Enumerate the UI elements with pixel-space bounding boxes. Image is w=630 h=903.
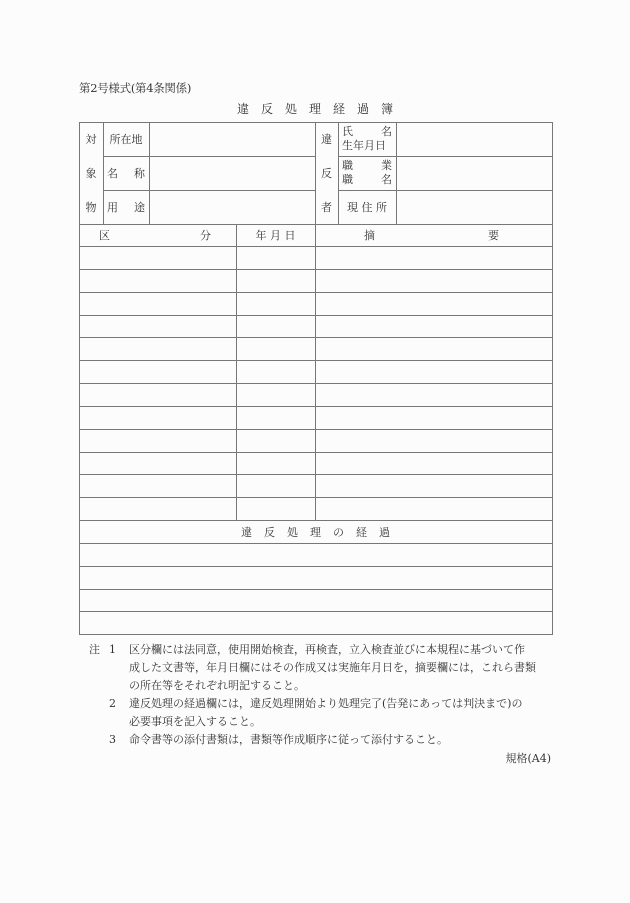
note-line xyxy=(89,659,554,677)
current-address-label: 現 住 所 xyxy=(347,201,387,214)
note-text: 命令書等の添付書類は，書類等作成順序に従って添付すること。 xyxy=(129,733,448,746)
title-char: 過 xyxy=(357,102,370,116)
document-title xyxy=(0,100,630,117)
log-row-summary-cell[interactable] xyxy=(316,316,552,338)
log-row-category-cell[interactable] xyxy=(80,270,236,292)
violation-record-form xyxy=(79,122,552,634)
table-border-bottom xyxy=(79,634,553,635)
usage-field[interactable] xyxy=(150,190,315,224)
note-line xyxy=(89,641,554,659)
log-row-date-cell[interactable] xyxy=(237,498,315,520)
note-number: 1 xyxy=(109,643,116,656)
log-row-category-cell[interactable] xyxy=(80,338,236,360)
log-row-category-cell[interactable] xyxy=(80,293,236,315)
log-row-category-cell[interactable] xyxy=(80,430,236,452)
form-number-label: 第2号様式(第4条関係) xyxy=(79,81,192,95)
log-row-summary-cell[interactable] xyxy=(316,361,552,383)
violator-group-label-char: 反 xyxy=(321,167,332,180)
log-row-category-cell[interactable] xyxy=(80,316,236,338)
log-row-summary-cell[interactable] xyxy=(316,247,552,269)
log-row-date-cell[interactable] xyxy=(237,384,315,406)
log-row-category-cell[interactable] xyxy=(80,384,236,406)
violator-group-label-char: 違 xyxy=(321,133,332,146)
address-field[interactable] xyxy=(397,190,552,224)
usage-label: 用 途 xyxy=(107,201,145,214)
note-number: 3 xyxy=(109,733,116,746)
log-row-summary-cell[interactable] xyxy=(316,453,552,475)
note-prefix xyxy=(89,695,109,713)
paper-size-label: 規格(A4) xyxy=(505,752,551,765)
log-row-summary-cell[interactable] xyxy=(316,475,552,497)
log-row-summary-cell[interactable] xyxy=(316,270,552,292)
note-text: 違反処理の経過欄には，違反処理開始より処理完了(告発にあっては判決まで)の xyxy=(129,697,523,710)
summary-header: 摘 要 xyxy=(364,229,499,242)
notes-section xyxy=(89,641,554,749)
category-header: 区 分 xyxy=(99,229,211,242)
log-row-date-cell[interactable] xyxy=(237,361,315,383)
log-row-date-cell[interactable] xyxy=(237,293,315,315)
log-row-date-cell[interactable] xyxy=(237,270,315,292)
log-row-category-cell[interactable] xyxy=(80,453,236,475)
log-row-category-cell[interactable] xyxy=(80,361,236,383)
name-birthdate-label: 氏 名 生年月日 xyxy=(342,125,392,152)
log-row-summary-cell[interactable] xyxy=(316,338,552,360)
title-char: 反 xyxy=(260,102,273,116)
title-char: 理 xyxy=(308,102,321,116)
log-row-date-cell[interactable] xyxy=(237,475,315,497)
progress-row-field[interactable] xyxy=(80,612,552,634)
occupation-title-label: 職 業 職 名 xyxy=(342,159,392,186)
log-row-summary-cell[interactable] xyxy=(316,384,552,406)
progress-row-field[interactable] xyxy=(80,567,552,589)
note-line xyxy=(89,677,554,695)
date-header: 年 月 日 xyxy=(255,229,296,242)
subject-group-label-char: 対 xyxy=(85,133,97,146)
note-line xyxy=(89,731,554,749)
title-char: 処 xyxy=(284,102,297,116)
name-label: 名 称 xyxy=(107,167,145,180)
log-row-summary-cell[interactable] xyxy=(316,430,552,452)
note-number: 2 xyxy=(109,697,116,710)
note-text: 成した文書等，年月日欄にはその作成又は実施年月日を，摘要欄には，これら書類 xyxy=(129,661,536,674)
note-text: の所在等をそれぞれ明記すること。 xyxy=(129,679,305,692)
note-text: 必要事項を記入すること。 xyxy=(129,715,261,728)
log-row-category-cell[interactable] xyxy=(80,498,236,520)
log-row-summary-cell[interactable] xyxy=(316,293,552,315)
name-field[interactable] xyxy=(150,156,315,190)
progress-section-header: 違 反 処 理 の 経 過 xyxy=(241,525,390,539)
name-birthdate-field[interactable] xyxy=(397,122,552,156)
note-line xyxy=(89,713,554,731)
log-row-date-cell[interactable] xyxy=(237,453,315,475)
location-field[interactable] xyxy=(150,122,315,156)
log-row-date-cell[interactable] xyxy=(237,247,315,269)
log-row-date-cell[interactable] xyxy=(237,430,315,452)
log-row-date-cell[interactable] xyxy=(237,316,315,338)
note-prefix xyxy=(89,731,109,749)
log-row-date-cell[interactable] xyxy=(237,338,315,360)
log-row-summary-cell[interactable] xyxy=(316,407,552,429)
log-row-date-cell[interactable] xyxy=(237,407,315,429)
note-line xyxy=(89,695,554,713)
note-prefix: 注 xyxy=(89,643,100,656)
location-label: 所在地 xyxy=(109,133,143,146)
subject-group-label-char: 象 xyxy=(85,167,97,180)
progress-row-field[interactable] xyxy=(80,590,552,612)
note-text: 区分欄には法同意，使用開始検査，再検査，立入検査並びに本規程に基づいて作 xyxy=(129,643,525,656)
log-row-summary-cell[interactable] xyxy=(316,498,552,520)
subject-group-label-char: 物 xyxy=(85,201,97,214)
table-border-right xyxy=(552,122,553,635)
log-row-category-cell[interactable] xyxy=(80,475,236,497)
title-char: 簿 xyxy=(381,102,394,116)
log-row-category-cell[interactable] xyxy=(80,247,236,269)
progress-row-field[interactable] xyxy=(80,544,552,566)
violator-group-label-char: 者 xyxy=(321,201,332,214)
title-char: 違 xyxy=(236,102,249,116)
log-row-category-cell[interactable] xyxy=(80,407,236,429)
title-char: 経 xyxy=(333,102,346,116)
occupation-field[interactable] xyxy=(397,156,552,190)
